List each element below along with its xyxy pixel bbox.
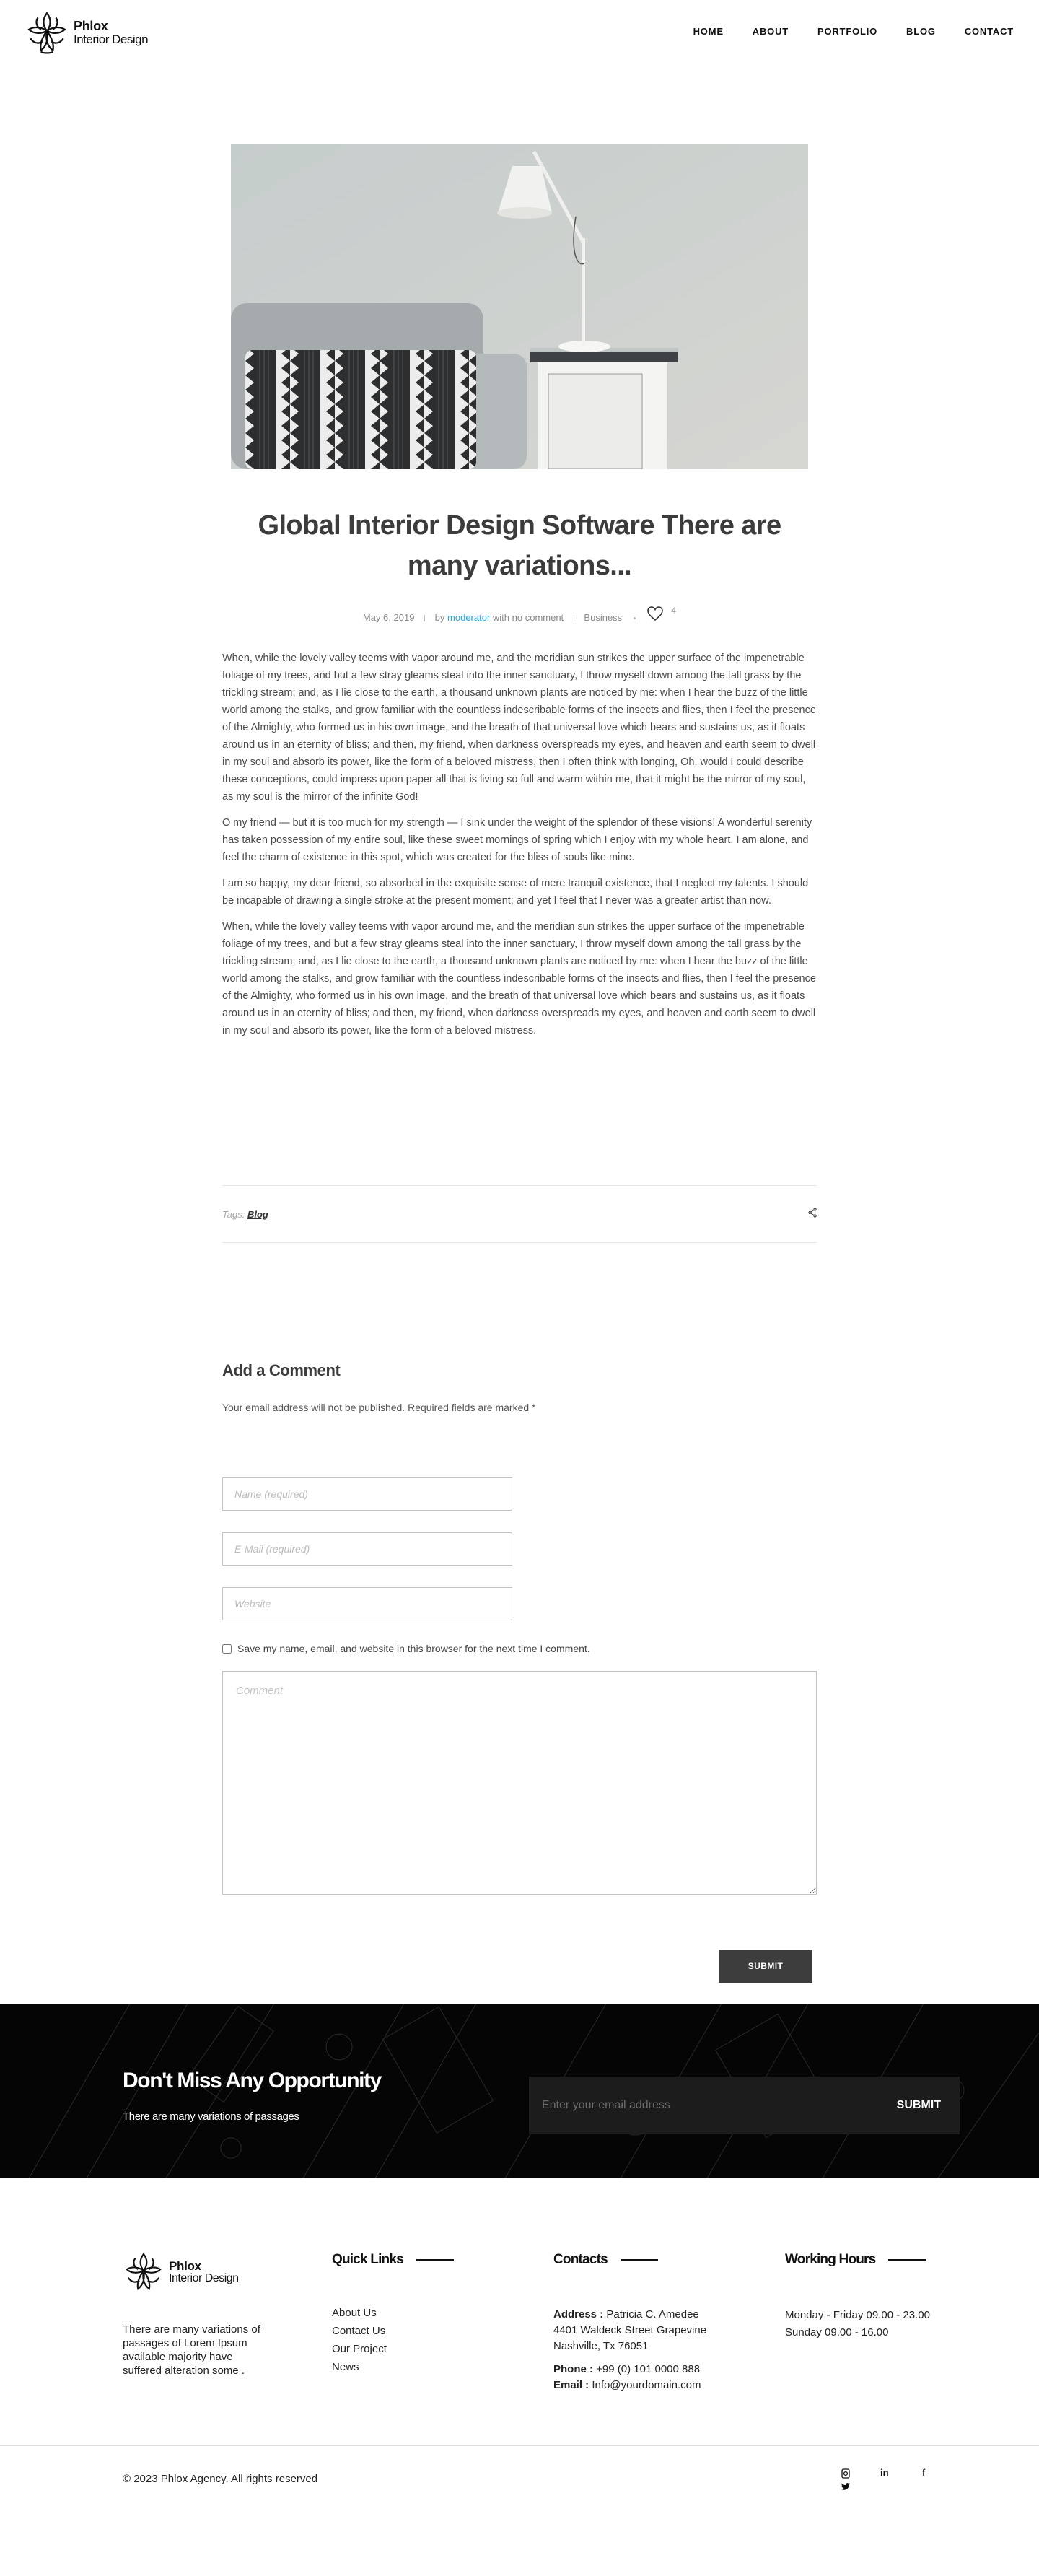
footer-divider [0, 2445, 1039, 2446]
footer-hours-heading [785, 2252, 926, 2268]
footer-logo-name: Phlox [169, 2258, 201, 2273]
meta-separator [424, 615, 425, 621]
facebook-icon[interactable]: f [922, 2467, 926, 2478]
footer-link-news[interactable]: News [332, 2361, 359, 2373]
heading-underline [888, 2259, 926, 2261]
tag-link-blog[interactable]: Blog [247, 1208, 268, 1220]
contacts-title: Contacts [553, 2252, 608, 2267]
footer-logo[interactable] [123, 2250, 239, 2294]
twitter-icon[interactable] [841, 2481, 850, 2492]
post-date: May 6, 2019 [362, 612, 415, 623]
name-field[interactable] [222, 1477, 512, 1511]
comment-form-title: Add a Comment [222, 1361, 341, 1379]
logo-subtitle: Interior Design [74, 32, 149, 46]
newsletter-section [0, 2004, 1039, 2178]
footer-link-our-project[interactable]: Our Project [332, 2343, 387, 2355]
logo-name: Phlox [74, 18, 108, 33]
nav-home[interactable]: HOME [693, 26, 724, 37]
address-line2: 4401 Waldeck Street Grapevine [553, 2324, 707, 2336]
site-header [0, 0, 1039, 66]
post-by: by [434, 612, 445, 623]
footer-contacts-heading [553, 2252, 658, 2268]
post-body [222, 650, 817, 1048]
like-button[interactable] [646, 606, 676, 621]
newsletter-subtitle: There are many variations of passages [123, 2110, 299, 2123]
newsletter-email-input[interactable] [542, 2099, 845, 2112]
comment-textarea[interactable] [222, 1671, 817, 1895]
footer-link-contact-us[interactable]: Contact Us [332, 2325, 386, 2337]
main-nav [665, 26, 1014, 37]
post-paragraph: When, while the lovely valley teems with vapor around me, and the meridian sun strikes the upper surface of the impenetrable foliage of my trees, and but a few stray gleams steal into the inner sanctuary, I throw myself down among the tall grass by the trickling stream; and, as I lie close to the earth, a thousand unknown plants are noticed by me: when I hear the buzz of the little world among the stalks, and grow familiar with the countless indescribable forms of the insects and flies, then I feel the presence of the Almighty, who formed us in his own image, and the breath of that universal love which bears and sustains us, as it floats around us in an eternity of bliss; and then, my friend, when darkness overspreads my eyes, and heaven and earth seem to dwell in my soul and absorb its power, like the form of a beloved mistress, then I often think with longing, Oh, would I could describe these conceptions, could impress upon paper all that is living so full and warm within me, that it might be the mirror of my soul, as my soul is the mirror of the infinite God! [222, 652, 816, 803]
nav-about[interactable]: ABOUT [752, 26, 789, 37]
featured-image [231, 144, 808, 469]
hours-line: Sunday 09.00 - 16.00 [785, 2326, 889, 2339]
lotus-logo-icon [25, 10, 69, 55]
email-label: Email : [553, 2379, 589, 2391]
share-button[interactable] [808, 1208, 817, 1221]
hours-line: Monday - Friday 09.00 - 23.00 [785, 2309, 930, 2321]
nav-portfolio[interactable]: PORTFOLIO [817, 26, 878, 37]
footer-contacts [553, 2307, 706, 2393]
footer-quick-links [332, 2304, 387, 2376]
post-category-link[interactable]: Business [584, 612, 623, 623]
comment-form-note: Your email address will not be published. Required fields are marked * [222, 1402, 536, 1413]
phone-number[interactable]: +99 (0) 101 0000 888 [596, 2363, 701, 2375]
post-paragraph: When, while the lovely valley teems with vapor around me, and the meridian sun strikes the upper surface of the impenetrable foliage of my trees, and but a few stray gleams steal into the inner sanctuary, I throw myself down among the tall grass by the trickling stream; and, as I lie close to the earth, a thousand unknown plants are noticed by me: when I hear the buzz of the little world among the stalks, and grow familiar with the countless indescribable forms of the insects and flies, then I feel the presence of the Almighty, who formed us in his own image, and the breath of that universal love which bears and sustains us, as it floats around us in an eternity of bliss; and then, my friend, when darkness overspreads my eyes, and heaven and earth seem to dwell in my soul and absorb its power, like the form of a beloved mistress. [222, 921, 816, 1036]
linkedin-icon[interactable]: in [880, 2467, 889, 2478]
footer-about-text: There are many variations of passages of Lorem Ipsum available majority have suffered alteration some . [123, 2323, 260, 2377]
email-address[interactable]: Info@yourdomain.com [592, 2379, 701, 2391]
footer-logo-subtitle: Interior Design [169, 2271, 239, 2284]
address-line1: Patricia C. Amedee [606, 2308, 699, 2320]
nav-blog[interactable]: BLOG [906, 26, 936, 37]
share-icon [808, 1208, 817, 1218]
nav-contact[interactable]: CONTACT [964, 26, 1014, 37]
hours-title: Working Hours [785, 2252, 876, 2267]
copyright-text: © 2023 Phlox Agency. All rights reserved [123, 2473, 318, 2485]
website-field[interactable] [222, 1587, 512, 1620]
quick-links-title: Quick Links [332, 2252, 403, 2267]
heading-underline [621, 2259, 658, 2261]
like-count: 4 [671, 605, 677, 616]
save-info-label: Save my name, email, and website in this browser for the next time I comment. [237, 1643, 590, 1654]
address-line3: Nashville, Tx 76051 [553, 2340, 649, 2352]
lotus-logo-icon [123, 2250, 165, 2294]
heart-icon [646, 606, 664, 621]
comment-submit-button[interactable]: SUBMIT [719, 1950, 812, 1983]
post-meta [222, 605, 817, 623]
meta-dot [634, 617, 636, 619]
interior-photo-illustration [231, 144, 808, 469]
email-field[interactable] [222, 1532, 512, 1566]
tags-label: Tags: [222, 1208, 245, 1220]
post-tags [222, 1209, 268, 1220]
newsletter-form [529, 2077, 960, 2134]
post-title: Global Interior Design Software There are many variations... [258, 510, 781, 581]
post-comments: with no comment [492, 612, 564, 623]
address-label: Address : [553, 2308, 604, 2320]
post-author-link[interactable]: moderator [447, 612, 491, 623]
heading-underline [416, 2259, 454, 2261]
tags-bar [222, 1185, 817, 1243]
footer-link-about-us[interactable]: About Us [332, 2307, 377, 2319]
post-paragraph: O my friend — but it is too much for my strength — I sink under the weight of the splendor of these visions! A wonderful serenity has taken possession of my entire soul, like these sweet mornings of spring which I enjoy with my whole heart. I am alone, and feel the charm of existence in this spot, which was created for the bliss of souls like mine. [222, 817, 812, 863]
social-links [841, 2468, 928, 2497]
site-logo[interactable] [25, 10, 148, 55]
footer-quick-links-heading [332, 2252, 454, 2268]
instagram-icon[interactable] [841, 2468, 850, 2481]
save-info-consent[interactable] [222, 1643, 590, 1654]
phone-label: Phone : [553, 2363, 593, 2375]
footer-working-hours [785, 2307, 930, 2341]
newsletter-submit-button[interactable]: SUBMIT [896, 2099, 941, 2111]
save-info-checkbox[interactable] [222, 1644, 232, 1654]
newsletter-title: Don't Miss Any Opportunity [123, 2069, 381, 2092]
post-paragraph: I am so happy, my dear friend, so absorbed in the exquisite sense of mere tranquil existence, that I neglect my talents. I should be incapable of drawing a single stroke at the present moment; and yet I feel that I never was a greater artist than now. [222, 878, 809, 907]
